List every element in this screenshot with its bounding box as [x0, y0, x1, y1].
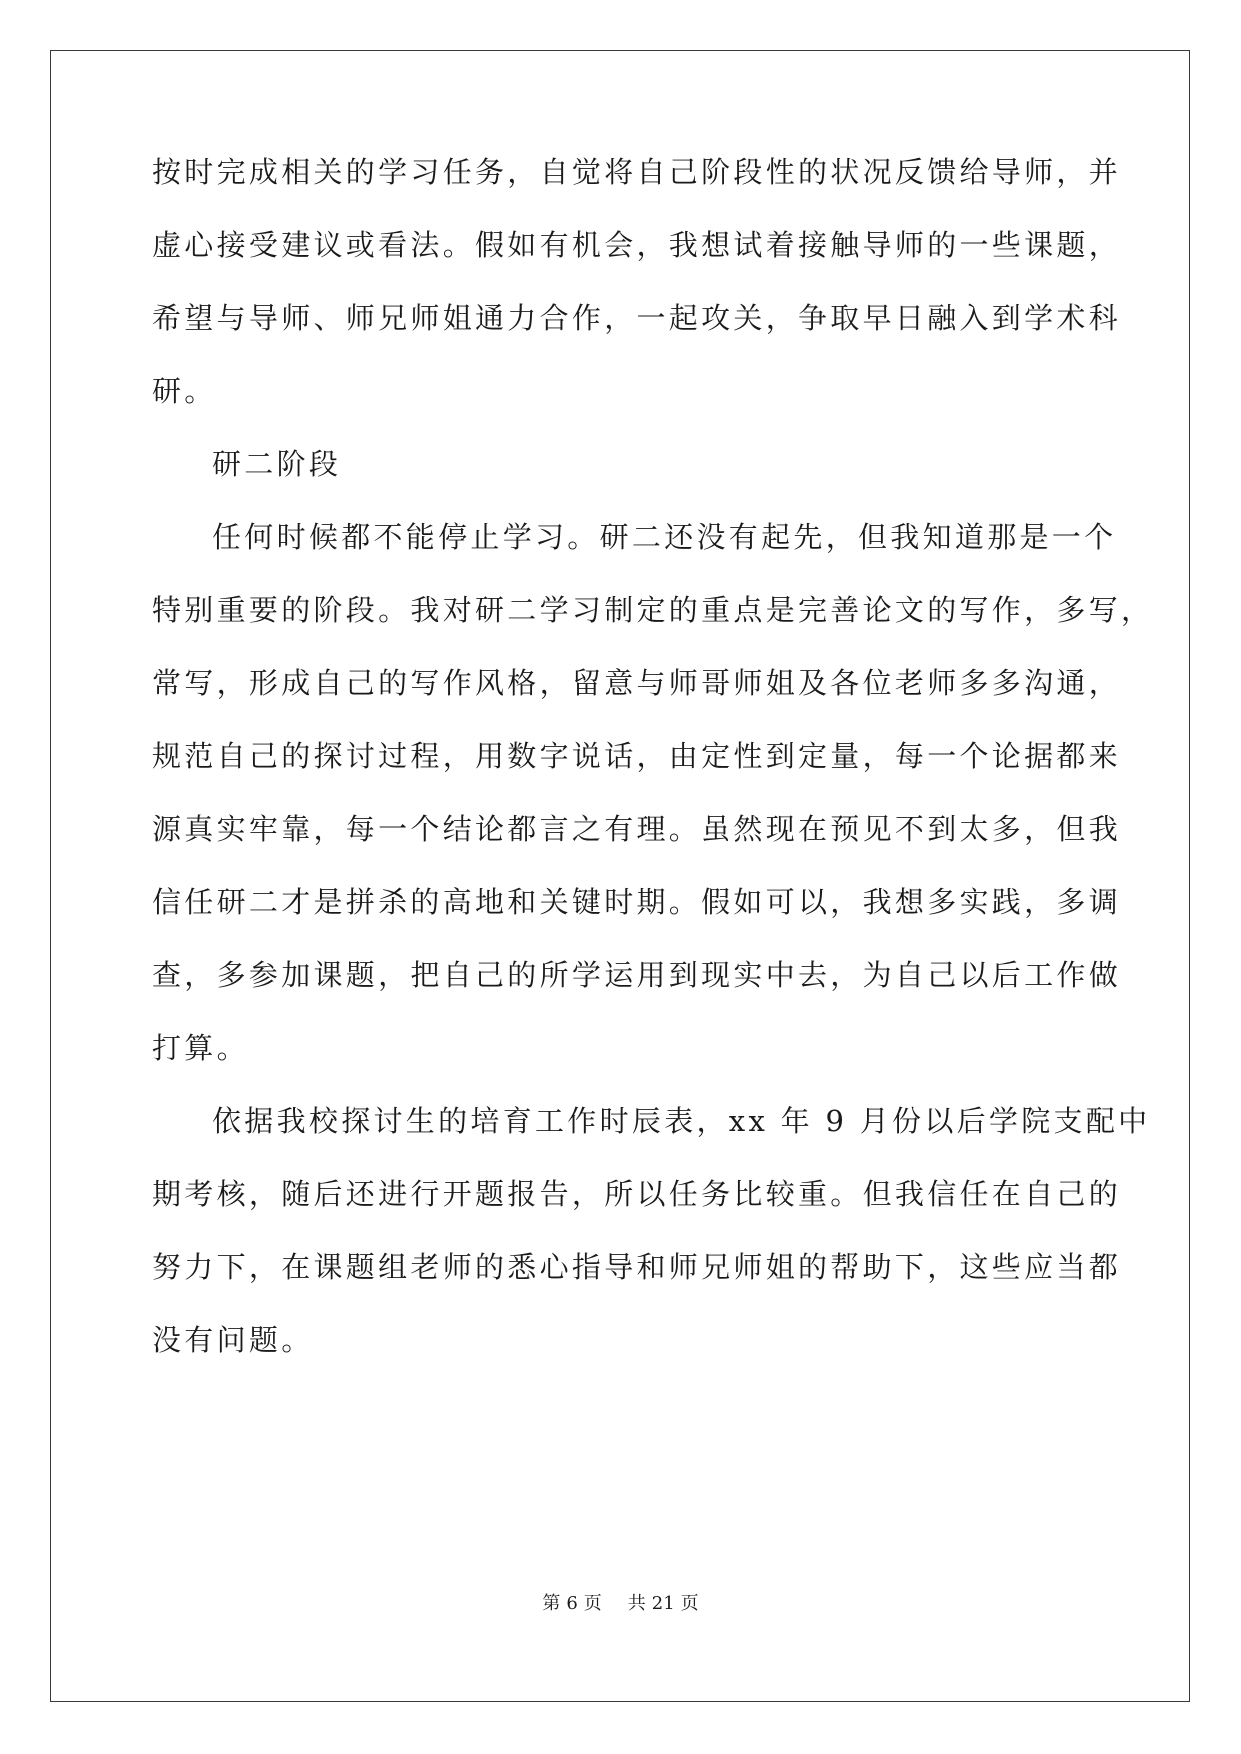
section-heading: 研二阶段: [212, 447, 342, 481]
page-suffix: 页: [583, 1593, 602, 1614]
text-line: 按时完成相关的学习任务，自觉将自己阶段性的状况反馈给导师，并: [152, 155, 1122, 189]
text-line: 虚心接受建议或看法。假如有机会，我想试着接触导师的一些课题，: [152, 228, 1122, 262]
total-suffix: 页: [680, 1593, 699, 1614]
text-line: 打算。: [152, 1031, 249, 1065]
text-line: 常写，形成自己的写作风格，留意与师哥师姐及各位老师多多沟通，: [152, 666, 1122, 700]
text-line: 源真实牢靠，每一个结论都言之有理。虽然现在预见不到太多，但我: [152, 812, 1122, 846]
paragraph-first-line: 依据我校探讨生的培育工作时辰表，xx 年 9 月份以后学院支配中: [212, 1104, 1151, 1138]
text-line: 查，多参加课题，把自己的所学运用到现实中去，为自己以后工作做: [152, 958, 1122, 992]
text-line: 研。: [152, 374, 217, 408]
text-line: 特别重要的阶段。我对研二学习制定的重点是完善论文的写作，多写，: [152, 593, 1154, 627]
paragraph-first-line: 任何时候都不能停止学习。研二还没有起先，但我知道那是一个: [212, 520, 1117, 554]
text-line: 期考核，随后还进行开题报告，所以任务比较重。但我信任在自己的: [152, 1177, 1122, 1211]
page-prefix: 第: [542, 1593, 561, 1614]
text-line: 希望与导师、师兄师姐通力合作，一起攻关，争取早日融入到学术科: [152, 301, 1122, 335]
text-line: 努力下，在课题组老师的悉心指导和师兄师姐的帮助下，这些应当都: [152, 1250, 1122, 1284]
page-footer: [0, 1592, 1241, 1616]
total-prefix: 共: [627, 1593, 646, 1614]
text-line: 信任研二才是拼杀的高地和关键时期。假如可以，我想多实践，多调: [152, 885, 1122, 919]
page-number: 6: [566, 1593, 578, 1614]
text-line: 规范自己的探讨过程，用数字说话，由定性到定量，每一个论据都来: [152, 739, 1122, 773]
total-pages: 21: [651, 1593, 675, 1614]
text-line: 没有问题。: [152, 1323, 314, 1357]
